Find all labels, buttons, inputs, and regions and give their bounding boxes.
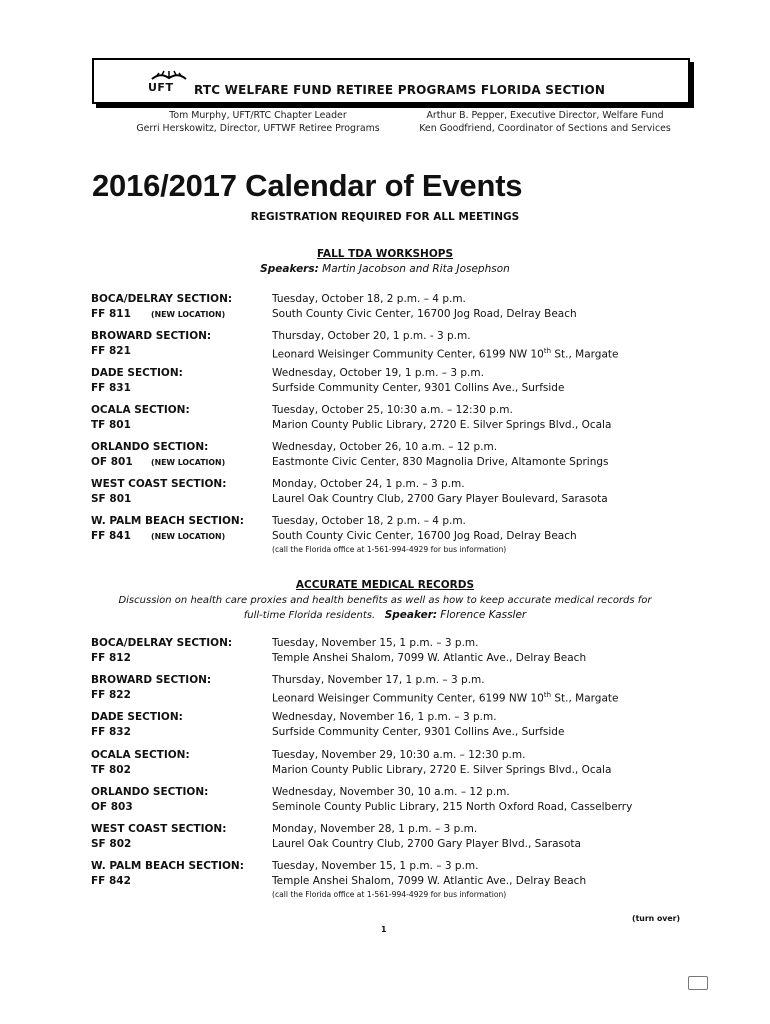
event-when: Tuesday, November 29, 10:30 a.m. – 12:30 p.m. — [272, 749, 526, 761]
speakers-label: Speakers: — [260, 263, 319, 275]
event-code: OF 803 — [91, 801, 133, 813]
event-code: FF 831 — [91, 382, 131, 394]
leaders-right — [400, 109, 690, 135]
event-section: W. PALM BEACH SECTION: — [91, 860, 244, 872]
section-description — [90, 593, 680, 623]
event-code: FF 821 — [91, 345, 131, 357]
event-where: Laurel Oak Country Club, 2700 Gary Player Boulevard, Sarasota — [272, 493, 608, 505]
event-when: Wednesday, October 26, 10 a.m. – 12 p.m. — [272, 441, 498, 453]
leader-line: Gerri Herskowitz, Director, UFTWF Retiree Programs — [136, 123, 380, 134]
event-when: Wednesday, November 30, 10 a.m. – 12 p.m. — [272, 786, 510, 798]
event-when: Monday, November 28, 1 p.m. – 3 p.m. — [272, 823, 478, 835]
event-code: FF 841 — [91, 530, 131, 542]
event-where: Eastmonte Civic Center, 830 Magnolia Drive, Altamonte Springs — [272, 456, 609, 468]
event-when: Tuesday, October 18, 2 p.m. – 4 p.m. — [272, 293, 466, 305]
event-section: BOCA/DELRAY SECTION: — [91, 293, 233, 305]
event-code: FF 812 — [91, 652, 131, 664]
registration-note: REGISTRATION REQUIRED FOR ALL MEETINGS — [250, 211, 520, 223]
event-when: Thursday, October 20, 1 p.m. - 3 p.m. — [272, 330, 471, 342]
event-where: Laurel Oak Country Club, 2700 Gary Player Blvd., Sarasota — [272, 838, 581, 850]
event-section: BROWARD SECTION: — [91, 330, 212, 342]
event-row — [91, 440, 731, 472]
description-line: Discussion on health care proxies and health benefits as well as how to keep accurate medical records for — [118, 595, 652, 606]
event-section: OCALA SECTION: — [91, 749, 190, 761]
header-box — [92, 58, 690, 104]
event-section: ORLANDO SECTION: — [91, 441, 209, 453]
event-section: DADE SECTION: — [91, 367, 183, 379]
event-section: BROWARD SECTION: — [91, 674, 212, 686]
speakers-label: Speaker: — [384, 609, 438, 621]
event-code: SF 802 — [91, 838, 132, 850]
event-code: TF 801 — [91, 419, 131, 431]
section-speakers-tda — [0, 263, 770, 275]
event-row — [91, 822, 731, 854]
new-location-badge: (NEW LOCATION) — [151, 310, 226, 319]
event-where: Surfside Community Center, 9301 Collins Ave., Surfside — [272, 382, 565, 394]
event-row — [91, 636, 731, 668]
logo-text: UFT — [148, 81, 174, 94]
event-when: Tuesday, October 25, 10:30 a.m. – 12:30 p.m. — [272, 404, 513, 416]
event-when: Tuesday, November 15, 1 p.m. – 3 p.m. — [272, 860, 479, 872]
event-where: Surfside Community Center, 9301 Collins Ave., Surfside — [272, 726, 565, 738]
event-code: TF 802 — [91, 764, 131, 776]
event-code: FF 842 — [91, 875, 131, 887]
leader-line: Arthur B. Pepper, Executive Director, Welfare Fund — [426, 110, 664, 121]
leader-line: Ken Goodfriend, Coordinator of Sections and Services — [419, 123, 671, 134]
event-where: Marion County Public Library, 2720 E. Silver Springs Blvd., Ocala — [272, 764, 612, 776]
event-when: Tuesday, October 18, 2 p.m. – 4 p.m. — [272, 515, 466, 527]
section-heading-tda: FALL TDA WORKSHOPS — [316, 248, 454, 260]
event-where: Temple Anshei Shalom, 7099 W. Atlantic Ave., Delray Beach — [272, 875, 587, 887]
event-section: ORLANDO SECTION: — [91, 786, 209, 798]
event-row — [91, 477, 731, 509]
event-section: WEST COAST SECTION: — [91, 478, 227, 490]
leader-line: Tom Murphy, UFT/RTC Chapter Leader — [169, 110, 347, 121]
event-when: Thursday, November 17, 1 p.m. – 3 p.m. — [272, 674, 485, 686]
event-section: DADE SECTION: — [91, 711, 183, 723]
event-row — [91, 710, 731, 742]
bus-note: (call the Florida office at 1-561-994-4929 for bus information) — [272, 545, 507, 554]
new-location-badge: (NEW LOCATION) — [151, 458, 226, 467]
event-row — [91, 329, 731, 361]
event-row — [91, 748, 731, 780]
event-code: FF 811 — [91, 308, 131, 320]
page-title: 2016/2017 Calendar of Events — [92, 168, 523, 203]
event-row — [91, 403, 731, 435]
event-code: SF 801 — [91, 493, 132, 505]
event-row — [91, 785, 731, 817]
new-location-badge: (NEW LOCATION) — [151, 532, 226, 541]
event-row — [91, 859, 731, 891]
event-section: OCALA SECTION: — [91, 404, 190, 416]
event-code: FF 832 — [91, 726, 131, 738]
event-when: Tuesday, November 15, 1 p.m. – 3 p.m. — [272, 637, 479, 649]
event-code: OF 801 — [91, 456, 133, 468]
event-when: Wednesday, November 16, 1 p.m. – 3 p.m. — [272, 711, 497, 723]
description-line: full-time Florida residents. Speaker: Florence Kassler — [243, 609, 527, 621]
org-title: RTC WELFARE FUND RETIREE PROGRAMS FLORIDA SECTION — [194, 83, 606, 97]
event-when: Wednesday, October 19, 1 p.m. – 3 p.m. — [272, 367, 484, 379]
event-where: South County Civic Center, 16700 Jog Road, Delray Beach — [272, 308, 577, 320]
event-section: BOCA/DELRAY SECTION: — [91, 637, 233, 649]
event-section: WEST COAST SECTION: — [91, 823, 227, 835]
event-where: Marion County Public Library, 2720 E. Silver Springs Blvd., Ocala — [272, 419, 612, 431]
page-number: 1 — [381, 925, 387, 934]
event-where: Leonard Weisinger Community Center, 6199 NW 10th St., Margate — [272, 691, 619, 705]
event-where: South County Civic Center, 16700 Jog Road, Delray Beach — [272, 530, 577, 542]
event-code: FF 822 — [91, 689, 131, 701]
event-when: Monday, October 24, 1 p.m. – 3 p.m. — [272, 478, 465, 490]
turn-over-note: (turn over) — [632, 914, 681, 923]
bus-note: (call the Florida office at 1-561-994-4929 for bus information) — [272, 890, 507, 899]
event-row — [91, 514, 731, 546]
event-where: Leonard Weisinger Community Center, 6199 NW 10th St., Margate — [272, 347, 619, 361]
leaders-left — [122, 109, 394, 135]
speakers-names: Florence Kassler — [440, 609, 527, 621]
event-row — [91, 292, 731, 324]
speakers-names: Martin Jacobson and Rita Josephson — [322, 263, 510, 275]
event-section: W. PALM BEACH SECTION: — [91, 515, 244, 527]
stamp-icon — [688, 976, 708, 990]
section-heading-medical: ACCURATE MEDICAL RECORDS — [295, 579, 475, 591]
event-where: Seminole County Public Library, 215 North Oxford Road, Casselberry — [272, 801, 633, 813]
event-row — [91, 366, 731, 398]
event-row — [91, 673, 731, 705]
event-where: Temple Anshei Shalom, 7099 W. Atlantic Ave., Delray Beach — [272, 652, 587, 664]
